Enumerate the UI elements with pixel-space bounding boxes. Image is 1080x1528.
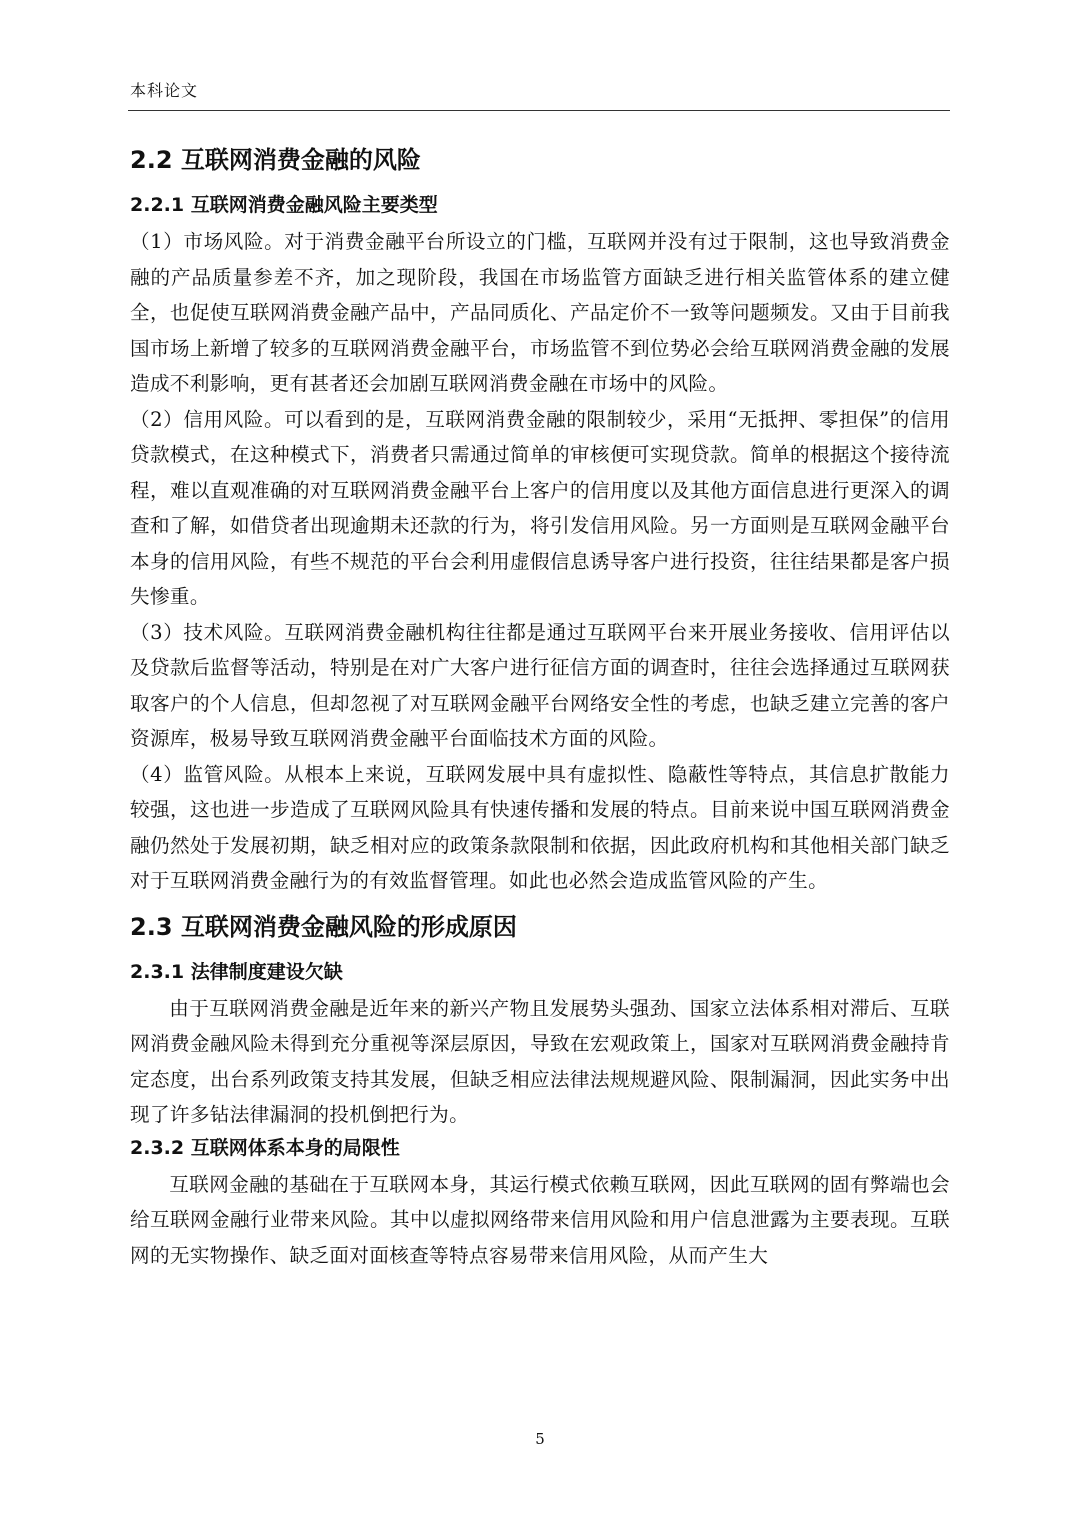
header-divider <box>128 110 950 111</box>
paragraph-internet-limitations: 互联网金融的基础在于互联网本身，其运行模式依赖互联网，因此互联网的固有弊端也会给互联网金融行业带来风险。其中以虚拟网络带来信用风险和用户信息泄露为主要表现。互联网的无实物操作、缺乏面对面核查等特点容易带来信用风险，从而产生大 <box>130 1172 950 1267</box>
subsection-title-2-3-1: 2.3.1 法律制度建设欠缺 <box>130 960 343 983</box>
page-body <box>130 142 950 1273</box>
paragraph-regulatory-risk: （4）监管风险。从根本上来说，互联网发展中具有虚拟性、隐蔽性等特点，其信息扩散能力较强，这也进一步造成了互联网风险具有快速传播和发展的特点。目前来说中国互联网消费金融仍然处于发展初期，缺乏相对应的政策条款限制和依据，因此政府机构和其他相关部门缺乏对于互联网消费金融行为的有效监督管理。如此也必然会造成监管风险的产生。 <box>130 762 950 892</box>
subsection-title-2-2-1: 2.2.1 互联网消费金融风险主要类型 <box>130 194 438 216</box>
section-title-2-3: 2.3 互联网消费金融风险的形成原因 <box>130 912 517 941</box>
paragraph-market-risk: （1）市场风险。对于消费金融平台所设立的门槛，互联网并没有过于限制，这也导致消费金融的产品质量参差不齐，加之现阶段，我国在市场监管方面缺乏进行相关监管体系的建立健全，也促使互联网消费金融产品中，产品同质化、产品定价不一致等问题频发。又由于目前我国市场上新增了较多的互联网消费金融平台，市场监管不到位势必会给互联网消费金融的发展造成不利影响，更有甚者还会加剧互联网消费金融在市场中的风险。 <box>130 230 950 395</box>
paragraph-legal-system: 由于互联网消费金融是近年来的新兴产物且发展势头强劲、国家立法体系相对滞后、互联网消费金融风险未得到充分重视等深层原因，导致在宏观政策上，国家对互联网消费金融持肯定态度，出台系列政策支持其发展，但缺乏相应法律法规规避风险、限制漏洞，因此实务中出现了许多钻法律漏洞的投机倒把行为。 <box>130 996 950 1126</box>
running-header: 本科论文 <box>130 81 199 100</box>
page-number: 5 <box>535 1430 545 1448</box>
subsection-title-2-3-2: 2.3.2 互联网体系本身的局限性 <box>130 1136 400 1159</box>
paragraph-technical-risk: （3）技术风险。互联网消费金融机构往往都是通过互联网平台来开展业务接收、信用评估以及贷款后监督等活动，特别是在对广大客户进行征信方面的调查时，往往会选择通过互联网获取客户的个人信息，但却忽视了对互联网金融平台网络安全性的考虑，也缺乏建立完善的客户资源库，极易导致互联网消费金融平台面临技术方面的风险。 <box>130 620 950 750</box>
spacer <box>130 899 950 905</box>
section-title-2-2: 2.2 互联网消费金融的风险 <box>130 146 421 174</box>
paragraph-credit-risk: （2）信用风险。可以看到的是，互联网消费金融的限制较少，采用“无抵押、零担保”的信用贷款模式，在这种模式下，消费者只需通过简单的审核便可实现贷款。简单的根据这个接待流程，难以直观准确的对互联网消费金融平台上客户的信用度以及其他方面信息进行更深入的调查和了解，如借贷者出现逾期未还款的行为，将引发信用风险。另一方面则是互联网金融平台本身的信用风险，有些不规范的平台会利用虚假信息诱导客户进行投资，往往结果都是客户损失惨重。 <box>130 407 950 608</box>
